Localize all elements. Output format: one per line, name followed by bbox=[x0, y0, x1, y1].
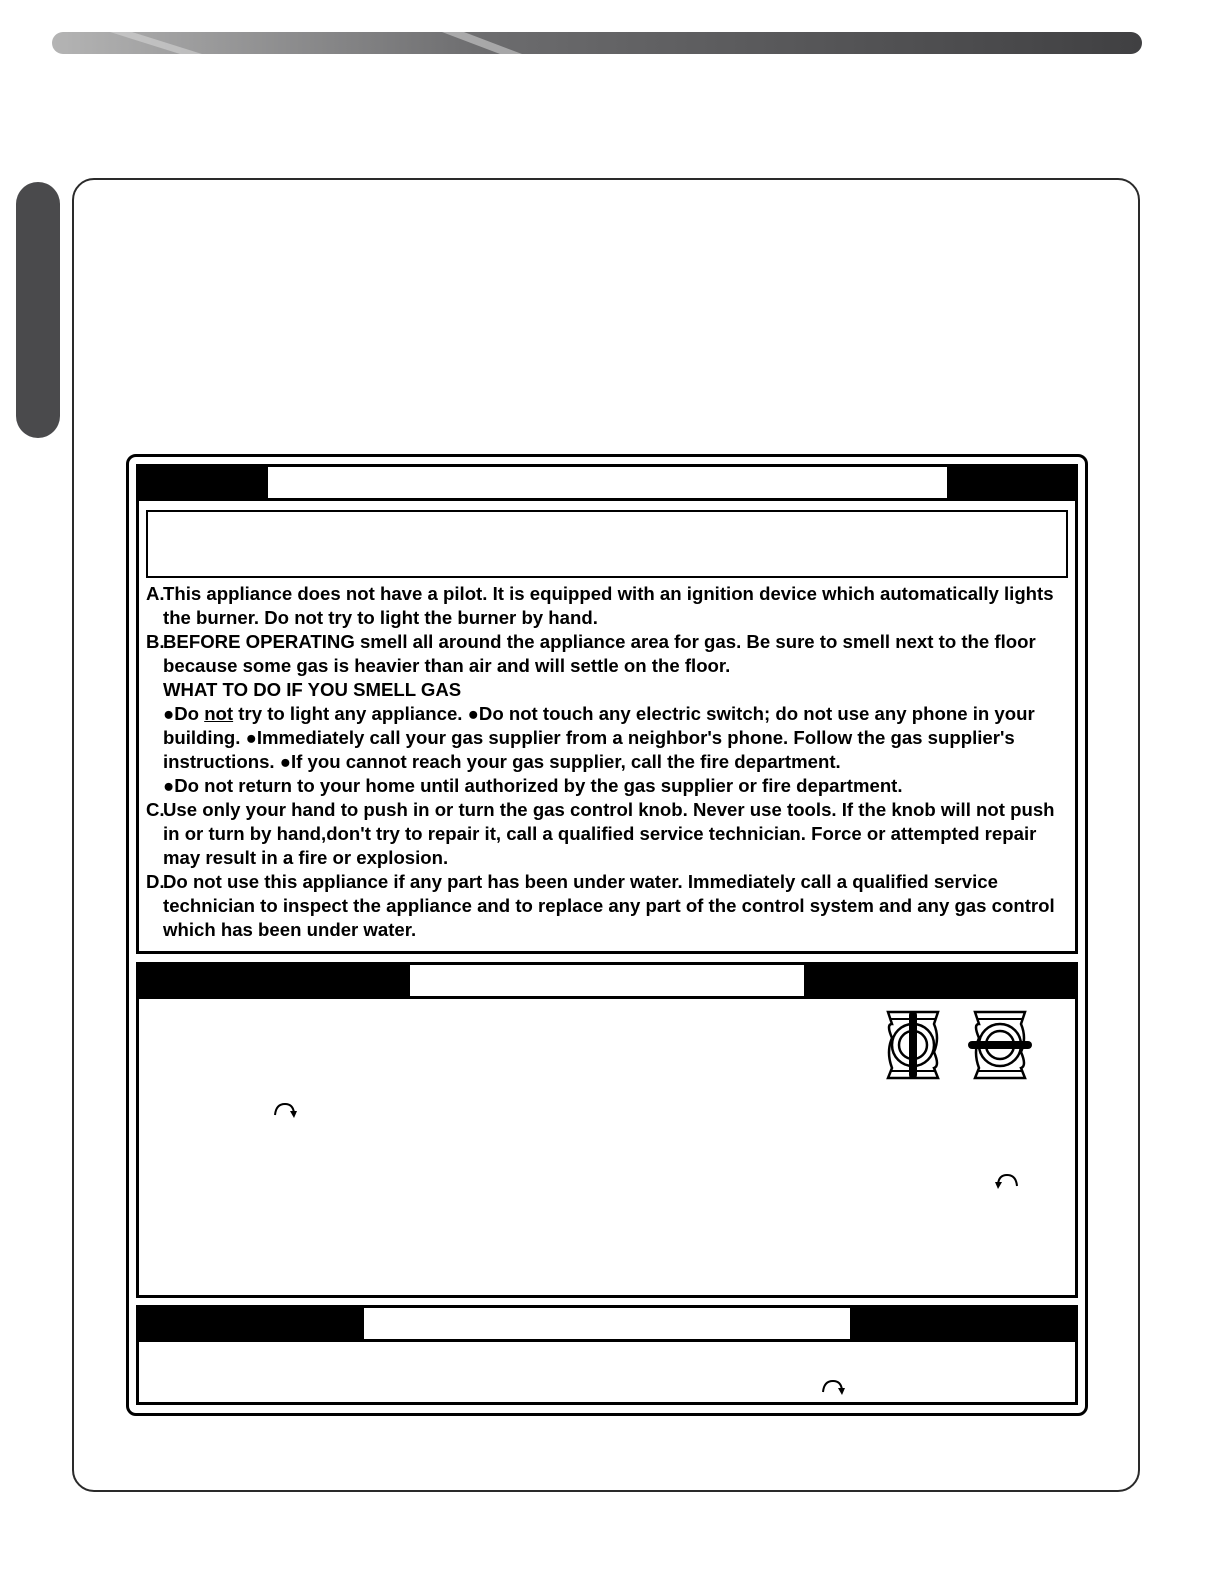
instruction-d bbox=[146, 870, 1066, 942]
smell-gas-steps bbox=[163, 702, 1066, 774]
instruction-a bbox=[146, 582, 1066, 630]
instruction-text: This appliance does not have a pilot. It is equipped with an ignition device which automatically lights the burner. Do not try to light the burner by hand. bbox=[163, 583, 1054, 628]
instruction-letter: B. bbox=[146, 631, 165, 652]
step-text: Do not return to your home until authorized by the gas supplier or fire department. bbox=[174, 775, 903, 796]
bullet-icon: ● bbox=[163, 775, 175, 796]
safety-section bbox=[136, 464, 1078, 954]
instruction-letter: D. bbox=[146, 871, 165, 892]
safety-header-left-block bbox=[139, 467, 268, 498]
warning-box bbox=[146, 510, 1068, 578]
step-text: try to light any appliance. bbox=[233, 703, 463, 724]
step-text: Immediately call your gas supplier from a neighbor's phone. Follow the gas supplier's instructions. bbox=[163, 727, 1015, 772]
bullet-icon: ● bbox=[467, 703, 479, 724]
lighting-header-rule bbox=[139, 996, 1075, 999]
lighting-header-right-block bbox=[804, 965, 1075, 996]
gas-knob-on-icon bbox=[884, 1008, 942, 1082]
step-text: Do not touch any electric switch; do not use any phone in your building. bbox=[163, 703, 1035, 748]
instruction-letter: C. bbox=[146, 799, 165, 820]
bullet-icon: ● bbox=[245, 727, 257, 748]
safety-header-right-block bbox=[947, 467, 1075, 498]
smell-gas-final-step bbox=[163, 774, 1066, 798]
safety-instructions bbox=[146, 582, 1066, 942]
instruction-c bbox=[146, 798, 1066, 870]
bullet-icon: ● bbox=[163, 703, 175, 724]
instruction-text: Do not use this appliance if any part has been under water. Immediately call a qualified service technician to inspect the appliance and to replace any part of the control system and any gas control which has been under water. bbox=[163, 871, 1055, 940]
bullet-icon: ● bbox=[279, 751, 291, 772]
section-side-tab bbox=[16, 182, 60, 438]
instruction-letter: A. bbox=[146, 583, 165, 604]
lighting-header-left-block bbox=[139, 965, 410, 996]
smell-gas-heading: WHAT TO DO IF YOU SMELL GAS bbox=[163, 679, 462, 700]
safety-header-rule bbox=[139, 498, 1075, 501]
shutoff-section bbox=[136, 1305, 1078, 1405]
header-bar bbox=[52, 32, 1142, 54]
counterclockwise-arrow-icon bbox=[994, 1172, 1020, 1190]
clockwise-arrow-icon bbox=[820, 1378, 846, 1396]
lighting-section bbox=[136, 962, 1078, 1298]
step-text: If you cannot reach your gas supplier, call the fire department. bbox=[290, 751, 841, 772]
gas-knob-off-icon bbox=[967, 1008, 1033, 1082]
instruction-b bbox=[146, 630, 1066, 798]
instruction-text: BEFORE OPERATING smell all around the appliance area for gas. Be sure to smell next to the floor because some gas is heavier than air and will settle on the floor. bbox=[163, 631, 1036, 676]
step-emphasis: not bbox=[204, 703, 234, 724]
step-text: Do bbox=[174, 703, 205, 724]
instruction-text: Use only your hand to push in or turn the gas control knob. Never use tools. If the knob will not push in or turn by hand,don't try to repair it, call a qualified service technician. Force or attempted repair may result in a fire or explosion. bbox=[163, 799, 1055, 868]
clockwise-arrow-icon bbox=[272, 1101, 298, 1119]
shutoff-header-rule bbox=[139, 1339, 1075, 1342]
shutoff-header-left-block bbox=[139, 1308, 364, 1339]
shutoff-header-right-block bbox=[850, 1308, 1075, 1339]
